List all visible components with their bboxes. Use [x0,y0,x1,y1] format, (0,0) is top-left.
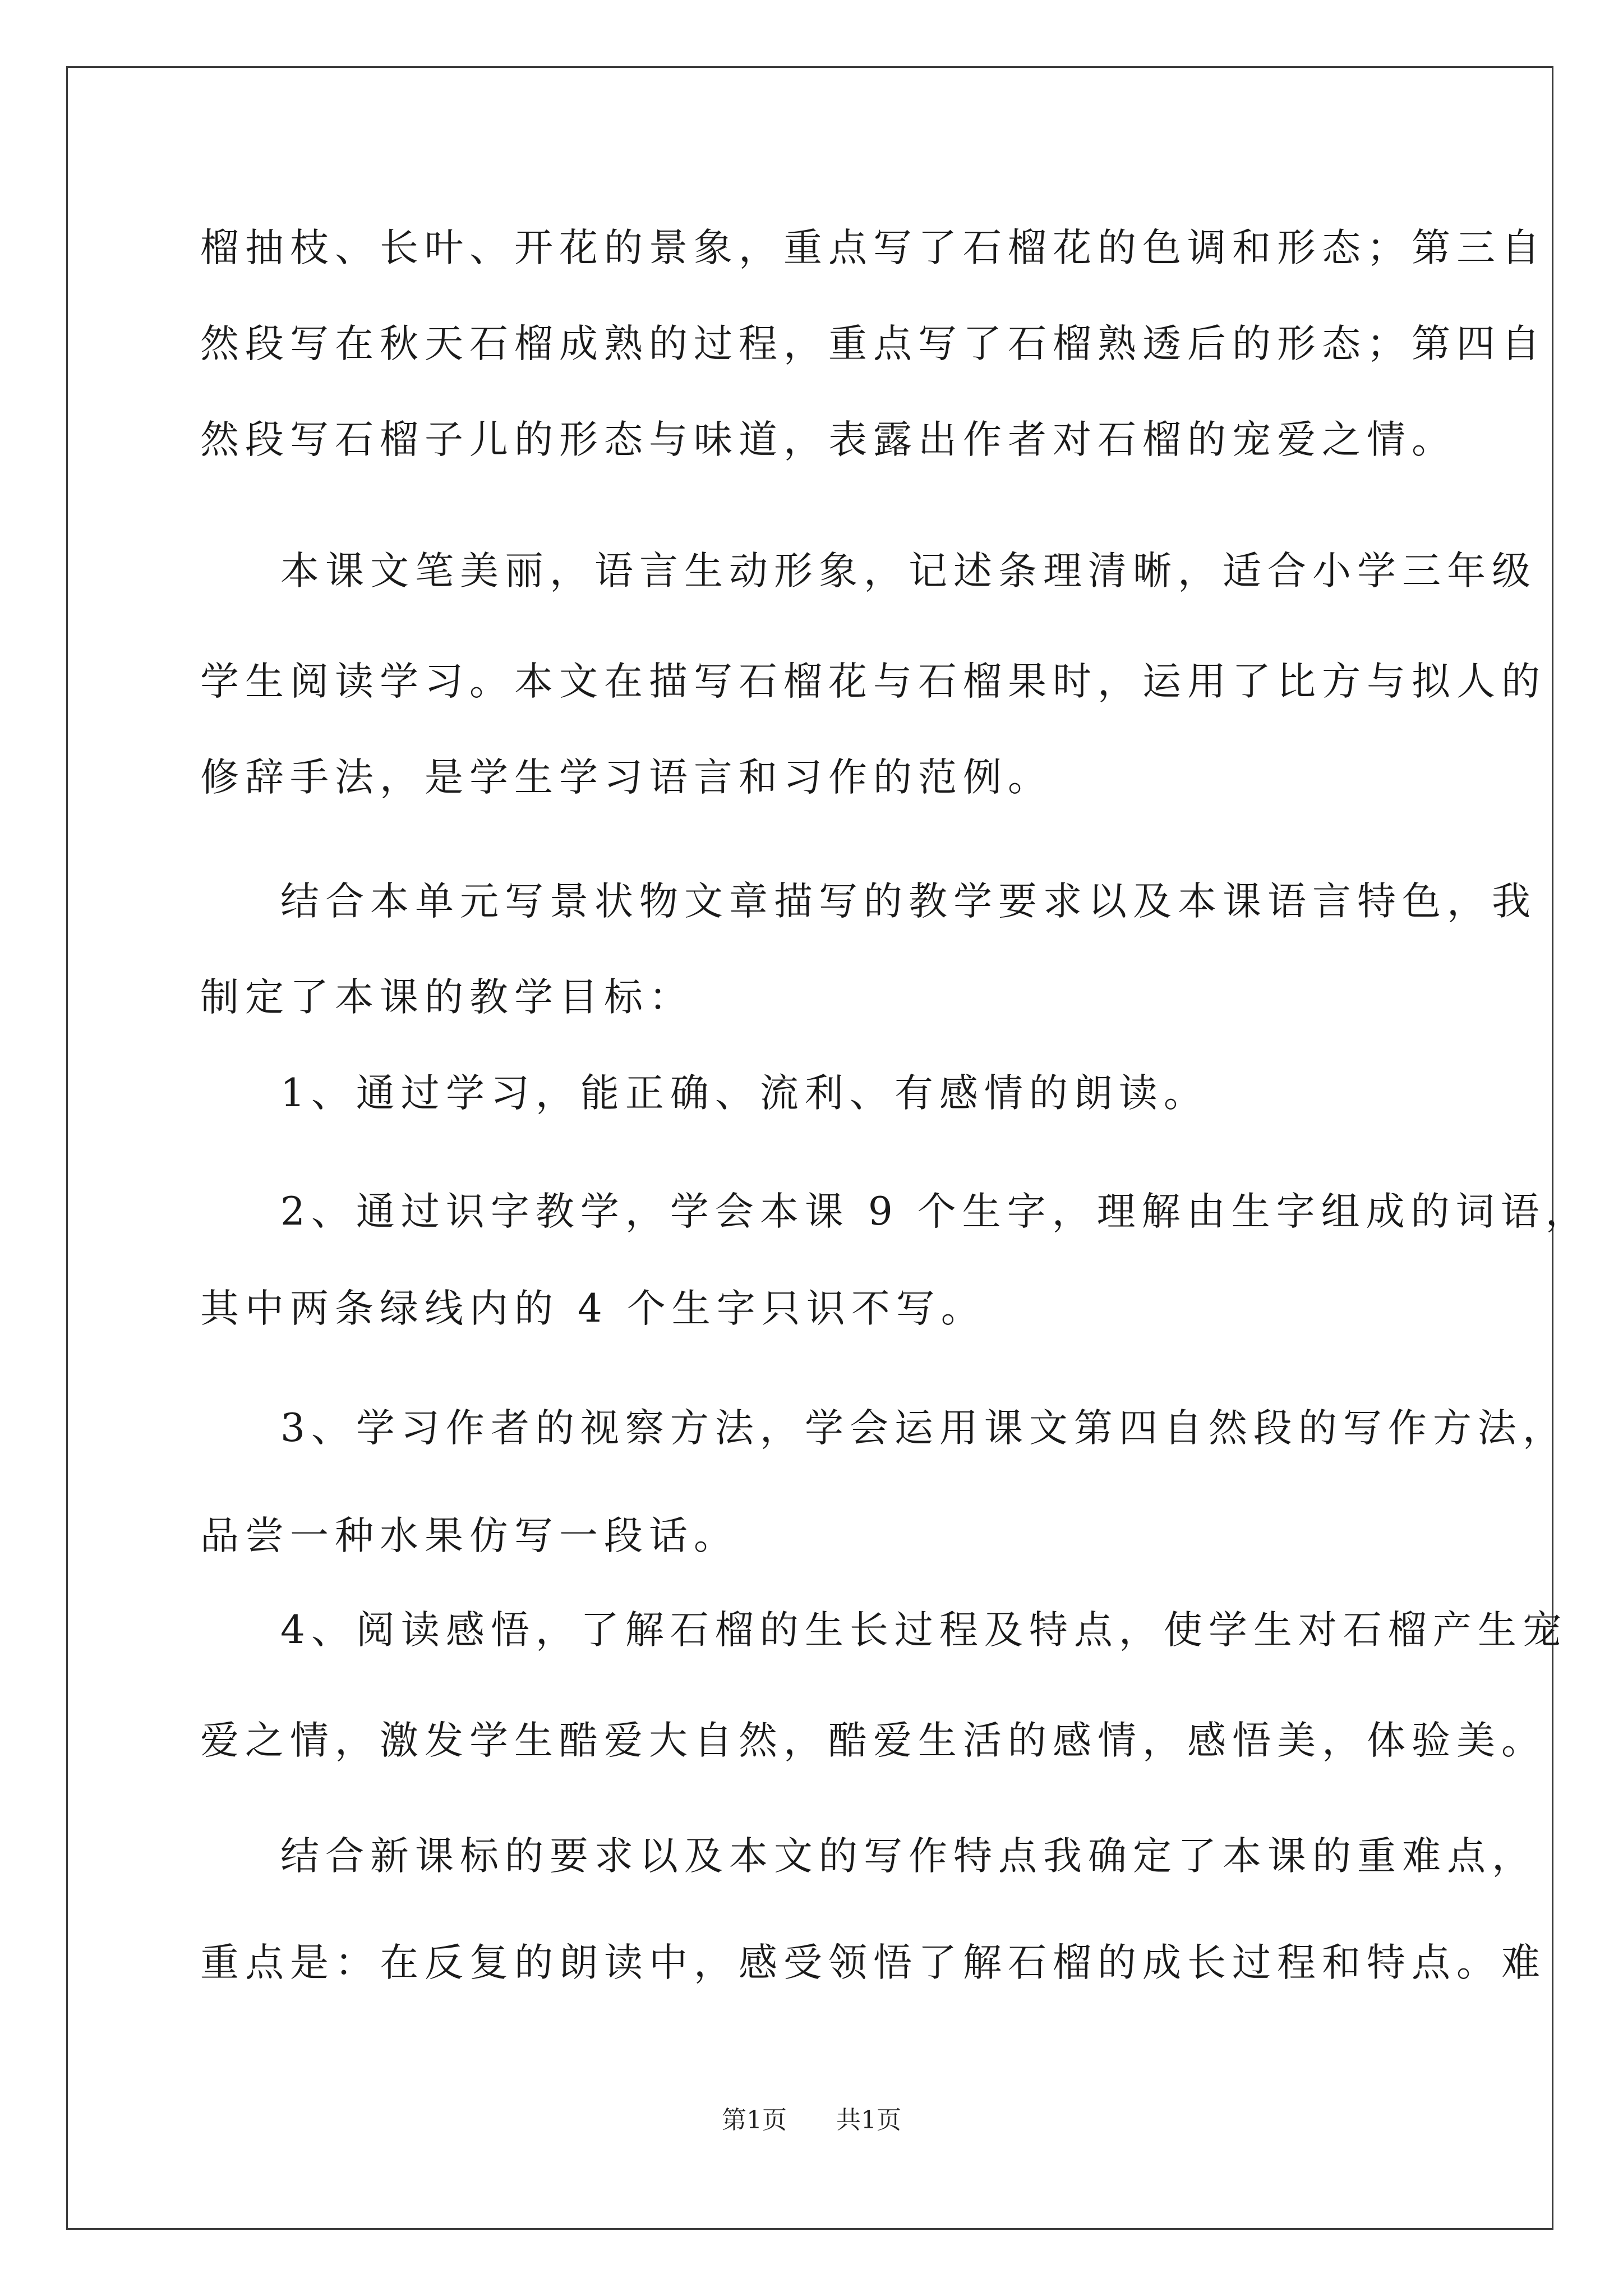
page-border [66,66,1553,2230]
list-item-line: 1、通过学习，能正确、流利、有感情的朗读。 [280,1071,1209,1116]
paragraph-start-line: 结合本单元写景状物文章描写的教学要求以及本课语言特色，我 [280,879,1537,924]
text-line: 学生阅读学习。本文在描写石榴花与石榴果时，运用了比方与拟人的 [200,659,1546,704]
page-total: 共1页 [836,2106,901,2134]
text-line: 榴抽枝、长叶、开花的景象，重点写了石榴花的色调和形态；第三自 [200,226,1546,270]
text-line: 重点是：在反复的朗读中，感受领悟了解石榴的成长过程和特点。难 [200,1940,1546,1985]
text-line: 然段写在秋天石榴成熟的过程，重点写了石榴熟透后的形态；第四自 [200,321,1546,366]
paragraph-start-line: 本课文笔美丽，语言生动形象，记述条理清晰，适合小学三年级 [280,549,1537,593]
text-line: 修辞手法，是学生学习语言和习作的范例。 [200,755,1053,800]
text-line: 然段写石榴子儿的形态与味道，表露出作者对石榴的宠爱之情。 [200,417,1456,462]
list-item-line: 4、阅读感悟，了解石榴的生长过程及特点，使学生对石榴产生宠 [280,1608,1567,1653]
text-line: 品尝一种水果仿写一段话。 [200,1513,739,1558]
text-line: 其中两条绿线内的 4 个生字只识不写。 [200,1286,986,1331]
page-number: 第1页 [722,2106,787,2134]
list-item-line: 2、通过识字教学，学会本课 9 个生字，理解由生字组成的词语， [280,1189,1590,1234]
page-footer [0,2105,1623,2136]
text-line: 制定了本课的教学目标： [200,975,694,1020]
text-line: 爱之情，激发学生酷爱大自然，酷爱生活的感情，感悟美，体验美。 [200,1718,1546,1763]
list-item-line: 3、学习作者的视察方法，学会运用课文第四自然段的写作方法， [280,1406,1567,1451]
paragraph-start-line: 结合新课标的要求以及本文的写作特点我确定了本课的重难点， [280,1834,1537,1879]
